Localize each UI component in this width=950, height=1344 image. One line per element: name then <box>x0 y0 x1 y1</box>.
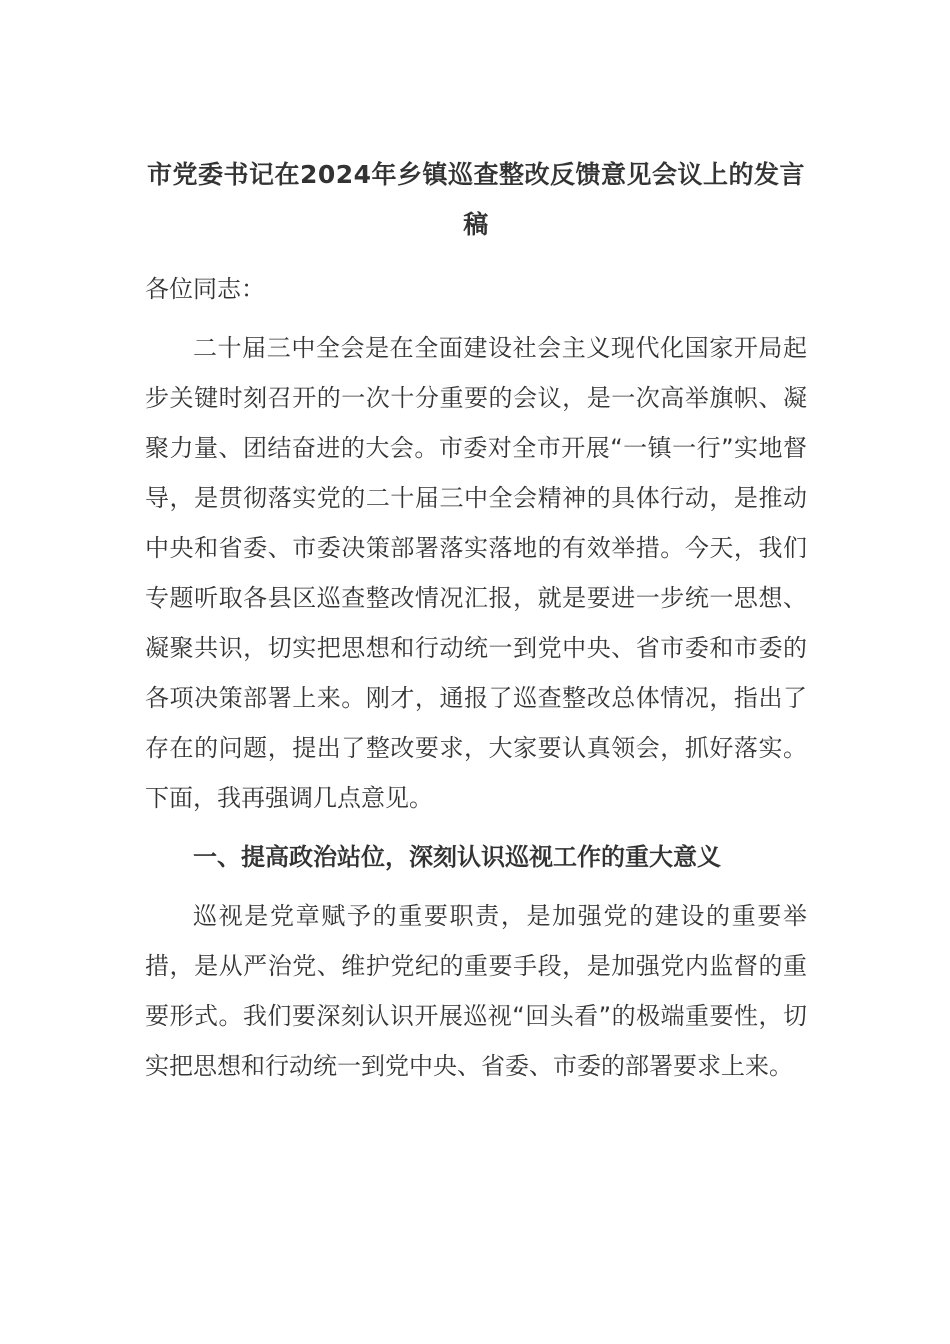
paragraph-intro: 二十届三中全会是在全面建设社会主义现代化国家开局起步关键时刻召开的一次十分重要的会议，是一次高举旗帜、凝聚力量、团结奋进的大会。市委对全市开展“一镇一行”实地督导，是贯彻落实党的二十届三中全会精神的具体行动，是推动中央和省委、市委决策部署落实落地的有效举措。今天，我们专题听取各县区巡查整改情况汇报，就是要进一步统一思想、凝聚共识，切实把思想和行动统一到党中央、省市委和市委的各项决策部署上来。刚才，通报了巡查整改总体情况，指出了存在的问题，提出了整改要求，大家要认真领会，抓好落实。下面，我再强调几点意见。 <box>145 334 807 812</box>
paragraph-section-1: 巡视是党章赋予的重要职责，是加强党的建设的重要举措，是从严治党、维护党纪的重要手段，是加强党内监督的重要形式。我们要深刻认识开展巡视“回头看”的极端重要性，切实把思想和行动统一到党中央、省委、市委的部署要求上来。 <box>145 902 807 1080</box>
salutation: 各位同志： <box>145 275 265 303</box>
section-heading-1: 一、提高政治站位，深刻认识巡视工作的重大意义 <box>193 843 721 871</box>
document-title: 市党委书记在2024年乡镇巡查整改反馈意见会议上的发言稿 <box>146 160 806 239</box>
document-body <box>145 150 807 1100</box>
